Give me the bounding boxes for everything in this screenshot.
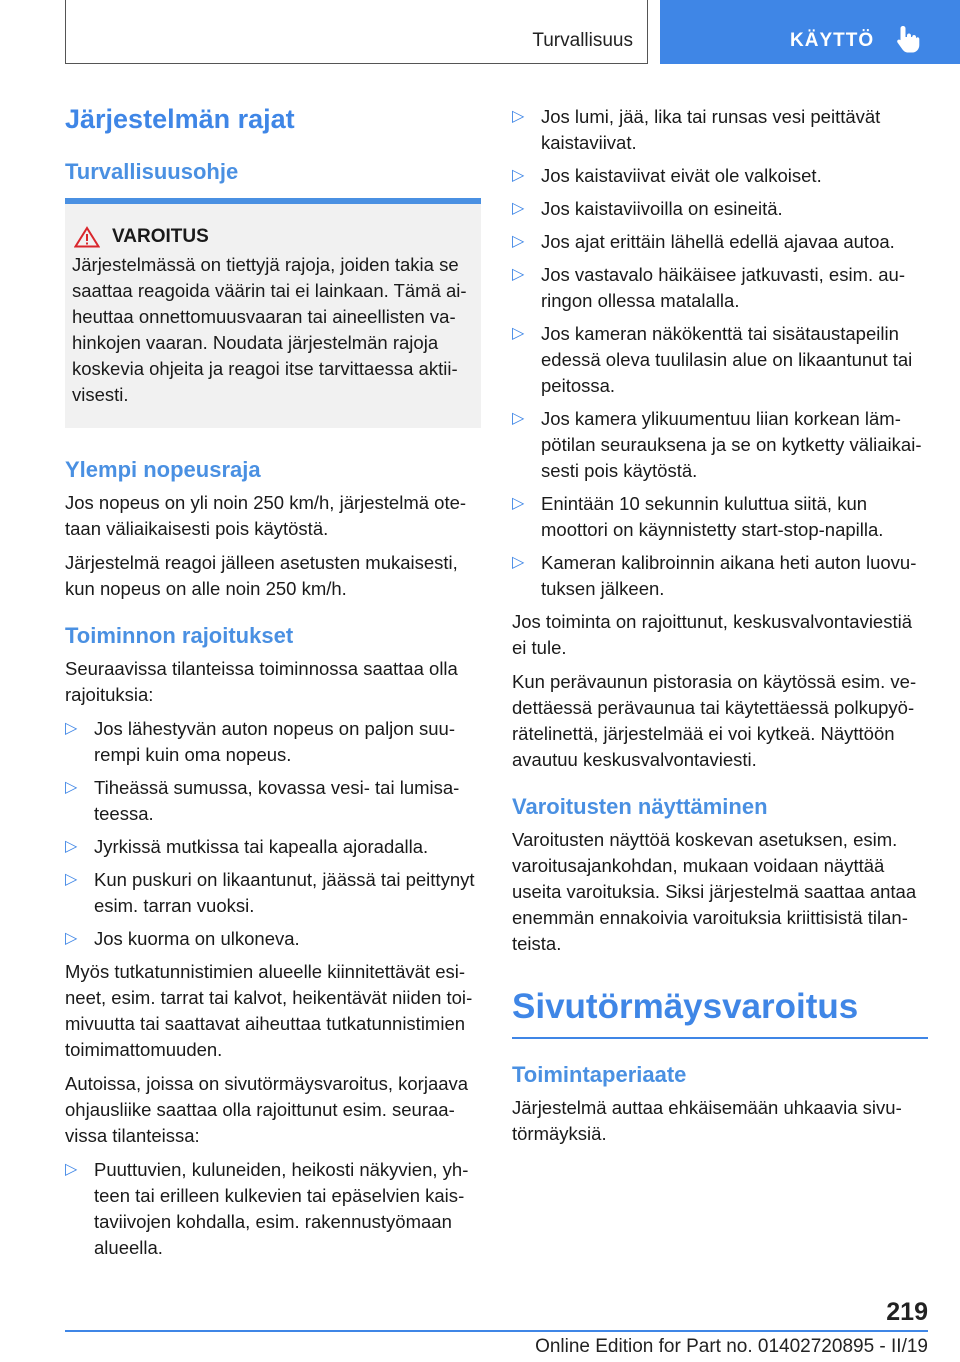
list-item: ▷ Jos kaistaviivoilla on esineitä. [512,196,928,222]
left-column [65,100,481,1268]
warning-triangle-icon [74,226,100,248]
camera-limits-list [512,104,928,602]
list-item: ▷ Jyrkissä mutkissa tai kapealla ajoradalla. [65,834,481,860]
heading-function-limits: Toiminnon rajoitukset [65,623,294,648]
list-item: ▷ Kameran kalibroinnin aikana heti auton luovutuksen jälkeen. [512,552,917,599]
header-chapter-tab [660,0,960,64]
warning-text: Järjestelmässä on tiettyjä rajoja, joiden takia se saattaa reagoida väärin tai ei lainkaan. Tämä aiheuttaa onnettomuusvaaran tai aineellisten vahinkojen vaaran. Noudata järjestelmän rajoja koskevia ohjeita ja reagoi itse tarvittaessa aktiivisesti. [72,254,467,405]
triangle-bullet-icon: ▷ [65,930,78,947]
limits-intro: Seuraavissa tilanteissa toiminnossa saattaa olla rajoituksia: [65,658,458,705]
trailer-paragraph: Kun perävaunun pistorasia on käytössä esim. vedettäessä perävaunua tai käytettäessä polkupyörätelinettä, järjestelmää ei voi kytkeä. Näyttöön avautuu keskusvalvontaviesti. [512,671,917,770]
list-item: ▷ Tiheässä sumussa, kovassa vesi- tai lumisateessa. [65,777,460,824]
chapter-title: Sivutörmäysvaroitus [512,979,928,1039]
triangle-bullet-icon: ▷ [65,838,78,855]
steering-paragraph: Autoissa, joissa on sivutörmäysvaroitus, korjaava ohjausliike saattaa olla rajoittunut esim. seuraavissa tilanteissa: [65,1073,469,1146]
triangle-bullet-icon: ▷ [512,200,525,217]
list-item: ▷ Kun puskuri on likaantunut, jäässä tai peittynyt esim. tarran vuoksi. [65,869,475,916]
warning-header [72,226,474,248]
principle-paragraph: Järjestelmä auttaa ehkäisemään uhkaavia sivutörmäyksiä. [512,1097,902,1144]
list-item: ▷ Enintään 10 sekunnin kuluttua siitä, kun moottori on käynnistetty start-stop-napilla. [512,493,884,540]
list-item: ▷ Jos kamera ylikuumentuu liian korkean lämpötilan seurauksena ja se on kytketty väliaikaisesti pois käytöstä. [512,408,922,481]
right-column [512,104,928,1155]
list-item: ▷ Jos vastavalo häikäisee jatkuvasti, esim. auringon ollessa matalalla. [512,264,906,311]
footer-divider [65,1330,928,1332]
list-item: ▷ Jos lumi, jää, lika tai runsas vesi peittävät kaistaviivat. [512,106,881,153]
steering-list [65,1157,481,1261]
triangle-bullet-icon: ▷ [512,554,525,571]
triangle-bullet-icon: ▷ [512,266,525,283]
subsection-safety: Turvallisuusohje [65,159,239,184]
restricted-paragraph: Jos toiminta on rajoittunut, keskusvalvontaviestiä ei tule. [512,611,913,658]
triangle-bullet-icon: ▷ [512,325,525,342]
sensors-paragraph: Myös tutkatunnistimien alueelle kiinnitettävät esineet, esim. tarrat tai kalvot, heikentävät niiden toimivuutta tai saattavat aiheuttaa tutkatunnistimien toimimattomuuden. [65,961,473,1060]
triangle-bullet-icon: ▷ [512,167,525,184]
triangle-bullet-icon: ▷ [512,410,525,427]
speed-paragraph-1: Jos nopeus on yli noin 250 km/h, järjestelmä otetaan väliaikaisesti pois käytöstä. [65,492,467,539]
list-item: ▷ Puuttuvien, kuluneiden, heikosti näkyvien, yhteen tai erilleen kulkevien tai epäselvien kaistaviivojen kohdalla, esim. rakennustyömaan alueella. [65,1159,469,1258]
triangle-bullet-icon: ▷ [65,720,78,737]
triangle-bullet-icon: ▷ [512,233,525,250]
list-item: ▷ Jos kuorma on ulkoneva. [65,926,481,952]
header-section-box [65,0,648,64]
triangle-bullet-icon: ▷ [65,1161,78,1178]
page-number: 219 [886,1298,928,1326]
section-title: Järjestelmän rajat [65,104,295,134]
triangle-bullet-icon: ▷ [65,779,78,796]
list-item: ▷ Jos lähestyvän auton nopeus on paljon suurempi kuin oma nopeus. [65,718,456,765]
triangle-bullet-icon: ▷ [512,495,525,512]
heading-principle: Toimintaperiaate [512,1062,687,1087]
display-paragraph: Varoitusten näyttöä koskevan asetuksen, esim. varoitusajankohdan, mukaan voidaan näyttää useita varoituksia. Siksi järjestelmä saattaa antaa enemmän ennakoivia varoituksia kriittisistä tilanteista. [512,829,917,954]
warning-box [65,198,481,428]
header-chapter-label: KÄYTTÖ [790,30,875,51]
triangle-bullet-icon: ▷ [512,108,525,125]
list-item: ▷ Jos kaistaviivat eivät ole valkoiset. [512,163,928,189]
limits-list [65,716,481,952]
heading-warning-display: Varoitusten näyttäminen [512,794,768,819]
triangle-bullet-icon: ▷ [65,871,78,888]
warning-label: VAROITUS [112,226,209,247]
hand-pointer-icon [896,24,920,54]
heading-speed-limit: Ylempi nopeusraja [65,457,261,482]
header-section-label: Turvallisuus [532,30,633,51]
list-item: ▷ Jos kameran näkökenttä tai sisätaustapeilin edessä oleva tuulilasin alue on likaantunut tai peitossa. [512,323,913,396]
list-item: ▷ Jos ajat erittäin lähellä edellä ajavaa autoa. [512,229,928,255]
footer-edition: Online Edition for Part no. 01402720895 - II/19 [535,1336,928,1357]
speed-paragraph-2: Järjestelmä reagoi jälleen asetusten mukaisesti, kun nopeus on alle noin 250 km/h. [65,552,458,599]
